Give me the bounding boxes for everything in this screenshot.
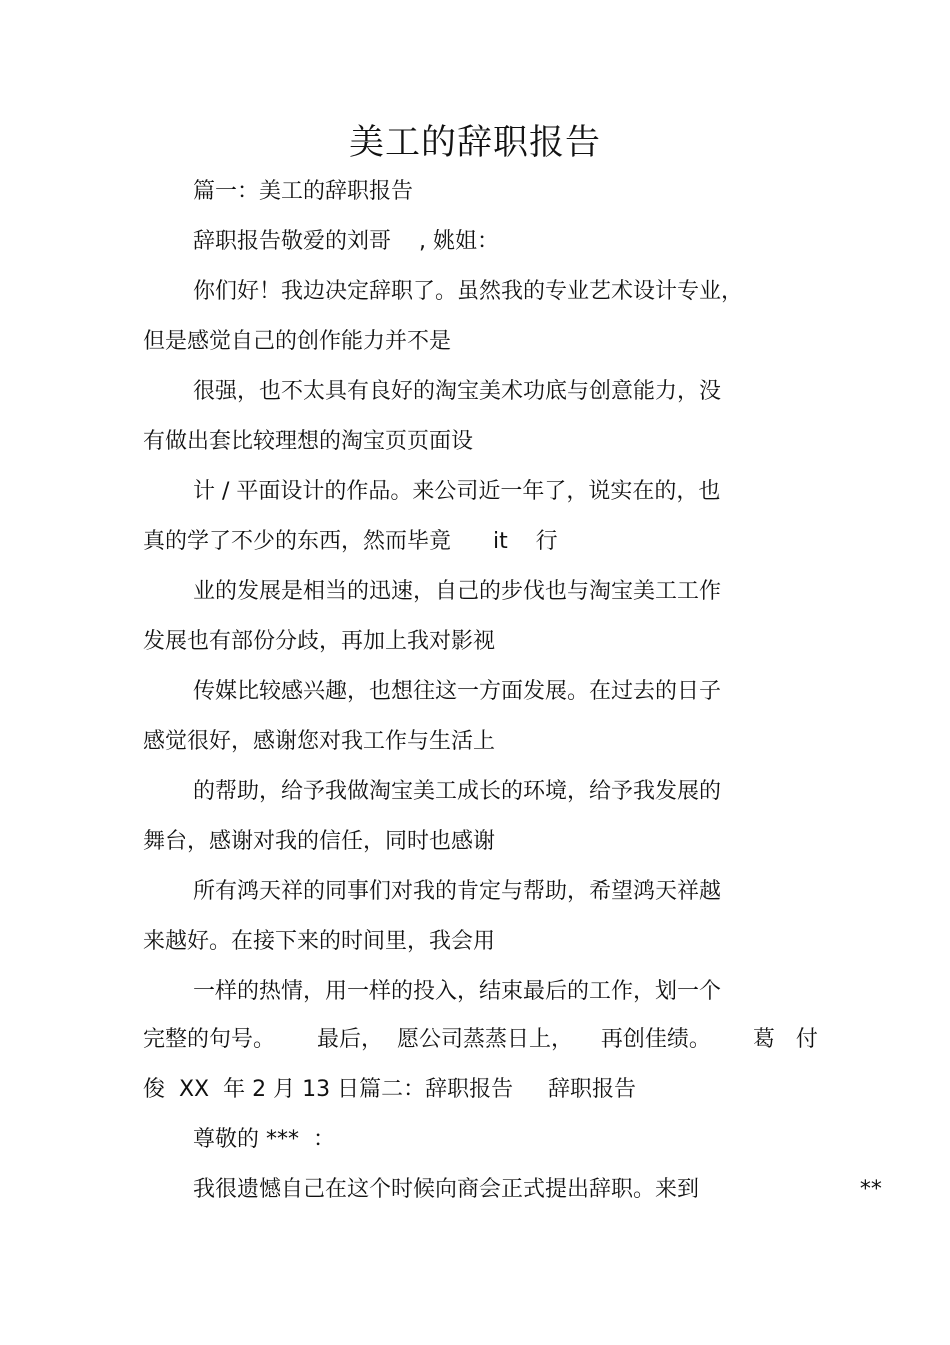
paragraph-line: 感觉很好，感谢您对我工作与生活上 xyxy=(143,729,496,754)
paragraph-line: 计 / 平面设计的作品。来公司近一年了，说实在的，也 xyxy=(193,479,721,504)
paragraph-line: 篇一：美工的辞职报告 xyxy=(193,179,414,204)
paragraph-line: 一样的热情，用一样的投入，结束最后的工作，划一个 xyxy=(193,979,722,1004)
paragraph-line: 完整的句号。 最后， 愿公司蒸蒸日上， 再创佳绩。 葛 付 xyxy=(143,1027,818,1052)
paragraph-line: 你们好！我边决定辞职了。虽然我的专业艺术设计专业， xyxy=(193,279,744,304)
paragraph-line: 我很遗憾自己在这个时候向商会正式提出辞职。来到 ** xyxy=(193,1177,882,1202)
paragraph-line: 有做出套比较理想的淘宝页页面设 xyxy=(143,429,474,454)
paragraph-line: 业的发展是相当的迅速，自己的步伐也与淘宝美工工作 xyxy=(193,579,722,604)
paragraph-line: 辞职报告敬爱的刘哥 , 姚姐： xyxy=(193,229,499,254)
paragraph-line: 来越好。在接下来的时间里，我会用 xyxy=(143,929,496,954)
paragraph-line: 舞台，感谢对我的信任，同时也感谢 xyxy=(143,829,496,854)
paragraph-line: 很强，也不太具有良好的淘宝美术功底与创意能力，没 xyxy=(193,379,722,404)
paragraph-line: 传媒比较感兴趣，也想往这一方面发展。在过去的日子 xyxy=(193,679,722,704)
paragraph-line: 的帮助，给予我做淘宝美工成长的环境，给予我发展的 xyxy=(193,779,722,804)
paragraph-line: 所有鸿天祥的同事们对我的肯定与帮助，希望鸿天祥越 xyxy=(193,879,722,904)
paragraph-line: 真的学了不少的东西，然而毕竟 it 行 xyxy=(143,529,558,554)
paragraph-line: 俊 XX 年 2 月 13 日篇二：辞职报告 辞职报告 xyxy=(143,1077,637,1102)
paragraph-line: 但是感觉自己的创作能力并不是 xyxy=(143,329,452,354)
paragraph-line: 尊敬的 *** ： xyxy=(193,1127,335,1152)
paragraph-line: 发展也有部份分歧，再加上我对影视 xyxy=(143,629,496,654)
document-title: 美工的辞职报告 xyxy=(348,123,601,163)
